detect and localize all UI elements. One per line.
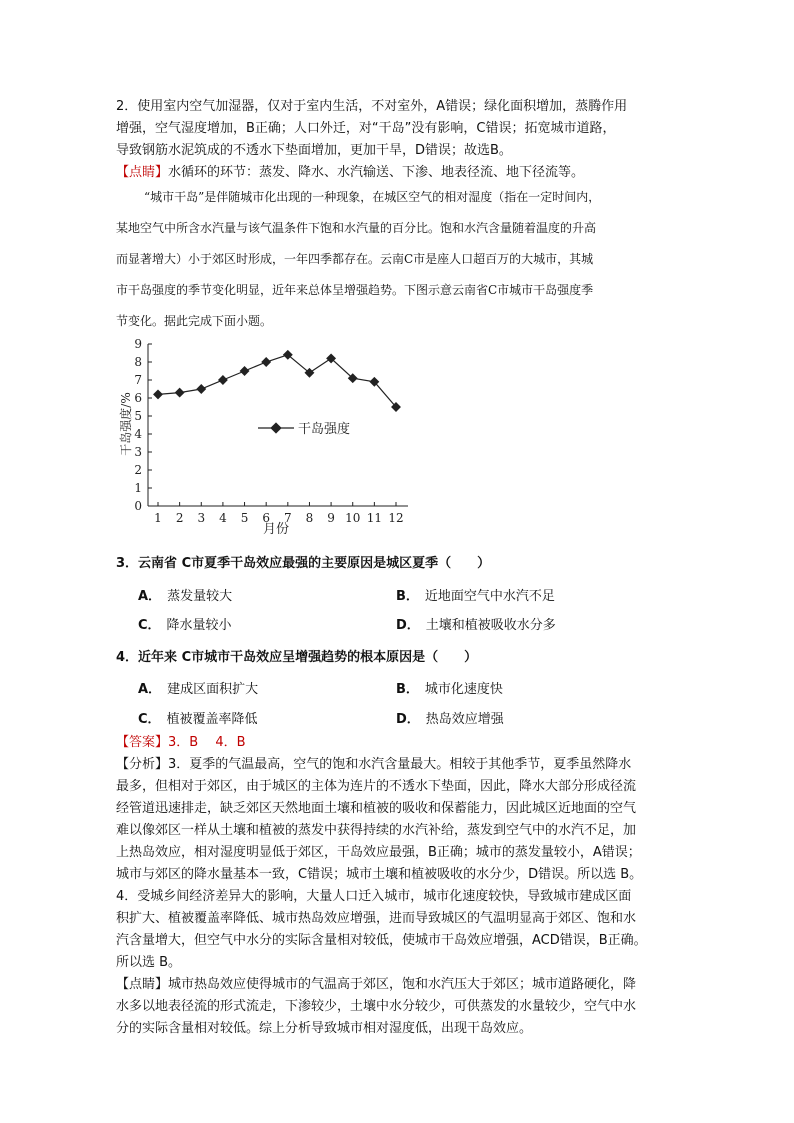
- option-text: 土壤和植被吸收水分多: [425, 618, 556, 633]
- text-line: 上热岛效应，相对湿度明显低于郊区，干岛效应最强，B正确；城市的蒸发量较小，A错误；: [116, 845, 641, 860]
- answer-text: 3．B 4．B: [168, 735, 246, 750]
- text-line: 增强，空气湿度增加，B正确；人口外迁，对“干岛”没有影响，C错误；拓宽城市道路，: [116, 121, 616, 136]
- q3-option-b[interactable]: [396, 585, 555, 604]
- text-line: 最多，但相对于郊区，由于城区的主体为连片的不透水下垫面，因此，降水大部分形成径流: [116, 779, 637, 794]
- q3-option-d[interactable]: [396, 614, 556, 633]
- answer-line: [116, 732, 682, 754]
- analysis-text: 3．夏季的气温最高，空气的饱和水汽含量最大。相较于其他季节，夏季虽然降水: [168, 757, 632, 772]
- option-key: C．: [138, 618, 161, 633]
- x-tick-label: 4: [219, 511, 227, 525]
- q3-option-a[interactable]: [138, 585, 232, 604]
- x-tick-label: 8: [305, 511, 314, 525]
- tip-text: 城市热岛效应使得城市的气温高于郊区，饱和水汽压大于郊区；城市道路硬化，降: [168, 977, 637, 992]
- tip-line: [116, 974, 682, 996]
- x-tick-label: 6: [262, 511, 271, 525]
- option-key: D．: [396, 712, 420, 727]
- tip-line: [116, 162, 682, 184]
- answer-analysis: [116, 732, 682, 1040]
- reading-passage: [116, 182, 682, 337]
- text-line: 4．受城乡间经济差异大的影响，大量人口迁入城市，城市化速度较快，导致城市建成区面: [116, 889, 632, 904]
- x-tick-label: 11: [366, 511, 383, 525]
- y-tick-label: 1: [134, 481, 142, 495]
- tip-tag: 【点睛】: [116, 977, 169, 992]
- y-tick-labels: [134, 337, 142, 513]
- x-tick-label: 1: [154, 511, 162, 525]
- text-line: 导致钢筋水泥筑成的不透水下垫面增加，更加干旱，D错误；故选B。: [116, 143, 512, 158]
- option-key: B．: [396, 589, 419, 604]
- q2-explanation: [116, 96, 682, 184]
- option-text: 建成区面积扩大: [167, 682, 259, 697]
- y-tick-label: 5: [134, 409, 142, 423]
- option-text: 热岛效应增强: [425, 712, 504, 727]
- option-text: 近地面空气中水汽不足: [424, 589, 555, 604]
- text-line: 难以像郊区一样从土壤和植被的蒸发中获得持续的水汽补给，蒸发到空气中的水汽不足，加: [116, 823, 637, 838]
- q3-option-c[interactable]: [138, 614, 232, 633]
- series-line: [158, 355, 396, 407]
- y-tick-label: 2: [134, 463, 142, 477]
- legend-label: 干岛强度: [298, 422, 351, 437]
- q4-option-d[interactable]: [396, 708, 504, 727]
- tip-tag: 【点睛】: [116, 165, 169, 180]
- passage-line: 市干岛强度的季节变化明显，近年来总体呈增强趋势。下图示意云南省C市城市干岛强度季: [116, 283, 594, 297]
- x-tick-label: 5: [240, 511, 249, 525]
- option-text: 降水量较小: [166, 618, 232, 633]
- data-point: [218, 375, 228, 385]
- option-text: 城市化速度快: [424, 682, 503, 697]
- option-key: A．: [138, 682, 162, 697]
- answer-tag: 【答案】: [116, 735, 169, 750]
- passage-line: 节变化。据此完成下面小题。: [116, 314, 273, 328]
- y-tick-label: 4: [134, 427, 142, 441]
- y-axis-label: 干岛强度/%: [119, 392, 133, 456]
- text-line: 分的实际含量相对较低。综上分析导致城市相对湿度低，出现干岛效应。: [116, 1021, 533, 1036]
- text-line: 所以选 B。: [116, 955, 182, 970]
- option-text: 蒸发量较大: [167, 589, 233, 604]
- text-line: 2．使用室内空气加湿器，仅对于室内生活，不对室外，A错误；绿化面积增加，蒸腾作用: [116, 99, 628, 114]
- data-point: [196, 384, 206, 394]
- q4-option-b[interactable]: [396, 678, 503, 697]
- analysis-tag: 【分析】: [116, 757, 169, 772]
- x-tick-label: 9: [327, 511, 335, 525]
- x-tick-label: 7: [283, 511, 292, 525]
- question-4-stem: 4．近年来 C市城市干岛效应呈增强趋势的根本原因是（ ）: [116, 650, 478, 665]
- option-key: D．: [396, 618, 420, 633]
- x-tick-label: 3: [197, 511, 206, 525]
- tip-text: 水循环的环节：蒸发、降水、水汽输送、下渗、地表径流、地下径流等。: [168, 165, 585, 180]
- data-point: [153, 389, 163, 399]
- option-key: C．: [138, 712, 161, 727]
- x-tick-label: 2: [175, 511, 184, 525]
- data-point: [240, 366, 250, 376]
- text-line: 汽含量增大，但空气中水分的实际含量相对较低，使城市干岛效应增强，ACD错误，B正确。: [116, 933, 647, 948]
- x-tick-label: 10: [345, 511, 361, 525]
- chart-legend: [258, 421, 350, 437]
- y-tick-label: 6: [134, 391, 142, 405]
- dry-island-chart: [114, 336, 414, 538]
- text-line: 城市与郊区的降水量基本一致，C错误；城市土壤和植被吸收的水分少，D错误。所以选 B。: [116, 867, 643, 882]
- q4-option-c[interactable]: [138, 708, 258, 727]
- option-key: A．: [138, 589, 162, 604]
- y-tick-label: 7: [134, 373, 142, 387]
- series-markers: [153, 350, 401, 412]
- legend-marker: [270, 422, 281, 433]
- x-axis-label: 月份: [262, 522, 290, 537]
- y-tick-label: 9: [134, 337, 142, 351]
- data-point: [175, 388, 185, 398]
- y-tick-label: 8: [134, 355, 142, 369]
- analysis-line: [116, 754, 682, 776]
- y-tick-label: 0: [134, 499, 142, 513]
- x-tick-label: 12: [388, 511, 404, 525]
- q4-option-a[interactable]: [138, 678, 258, 697]
- text-line: 积扩大、植被覆盖率降低、城市热岛效应增强，进而导致城区的气温明显高于郊区、饱和水: [116, 911, 637, 926]
- question-3-stem: 3．云南省 C市夏季干岛效应最强的主要原因是城区夏季（ ）: [116, 556, 491, 571]
- option-text: 植被覆盖率降低: [166, 712, 258, 727]
- option-key: B．: [396, 682, 419, 697]
- text-line: 经管道迅速排走，缺乏郊区天然地面土壤和植被的吸收和保蓄能力，因此城区近地面的空气: [116, 801, 637, 816]
- text-line: 水多以地表径流的形式流走，下渗较少，土壤中水分较少，可供蒸发的水量较少，空气中水: [116, 999, 637, 1014]
- data-point: [261, 357, 271, 367]
- passage-line: “城市干岛”是伴随城市化出现的一种现象，在城区空气的相对湿度（指在一定时间内，: [144, 190, 601, 204]
- passage-line: 某地空气中所含水汽量与该气温条件下饱和水汽量的百分比。饱和水汽含量随着温度的升高: [116, 221, 597, 235]
- passage-line: 而显著增大）小于郊区时形成，一年四季都存在。云南C市是座人口超百万的大城市，其城: [116, 252, 594, 266]
- y-tick-label: 3: [134, 445, 142, 459]
